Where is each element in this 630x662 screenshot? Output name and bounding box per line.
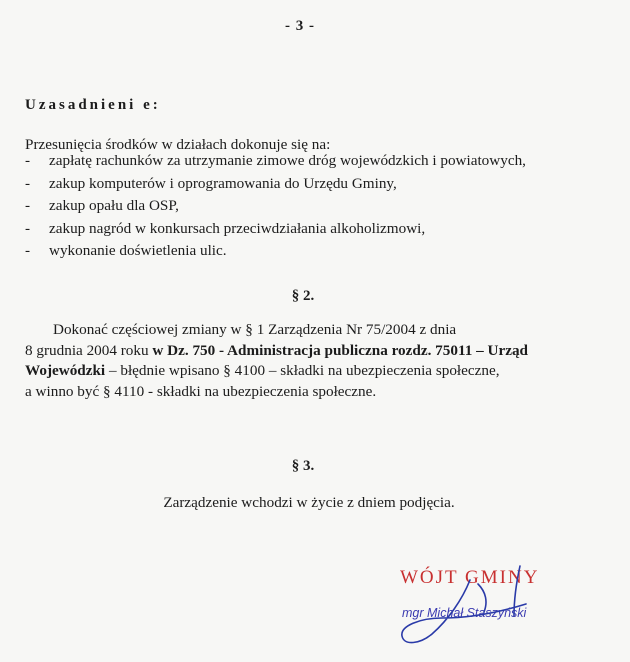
justification-intro: Przesunięcia środków w działach dokonuje się na:	[25, 136, 331, 153]
paragraph-line: 8 grudnia 2004 roku w Dz. 750 - Administracja publiczna rozdz. 75011 – Urząd	[25, 341, 528, 359]
section-3-heading: § 3.	[291, 458, 315, 474]
justification-heading: Uzasadnieni e:	[25, 97, 161, 113]
paragraph-line: a winno być § 4110 - składki na ubezpieczenia społeczne.	[25, 382, 377, 400]
stamp-title: WÓJT GMINY	[400, 567, 540, 588]
paragraph-line: Dokonać częściowej zmiany w § 1 Zarządzenia Nr 75/2004 z dnia	[53, 321, 457, 338]
list-item: - zakup nagród w konkursach przeciwdziałania alkoholizmowi,	[25, 219, 426, 237]
paragraph-line: Wojewódzki – błędnie wpisano § 4100 – składki na ubezpieczenia społeczne,	[25, 362, 500, 379]
section-3-text: Zarządzenie wchodzi w życie z dniem podjęcia.	[163, 494, 455, 511]
section-2-heading: § 2.	[291, 288, 315, 304]
list-item: - wykonanie doświetlenia ulic.	[25, 242, 227, 259]
stamp-name: mgr Michał Staszyński	[402, 606, 527, 620]
justification-list	[25, 150, 526, 263]
list-item: - zapłatę rachunków za utrzymanie zimowe dróg wojewódzkich i powiatowych,	[25, 152, 526, 169]
page-number: - 3 -	[285, 18, 315, 34]
section-2-paragraph	[25, 320, 615, 402]
list-item: - zakup komputerów i oprogramowania do Urzędu Gminy,	[25, 174, 397, 192]
list-item: - zakup opału dla OSP,	[25, 197, 179, 214]
